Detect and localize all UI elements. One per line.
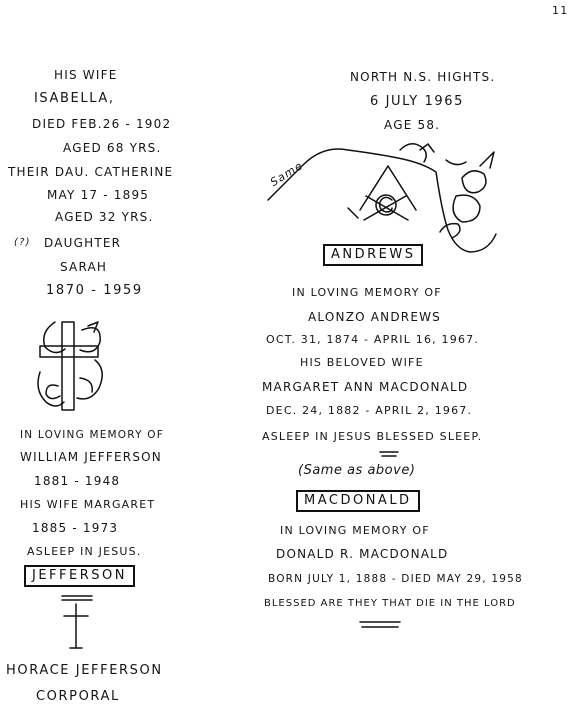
daughter-catherine-line: THEIR DAU. CATHERINE — [8, 165, 174, 179]
daughter-catherine-aged: AGED 32 YRS. — [55, 210, 154, 224]
epitaph: BLESSED ARE THEY THAT DIE IN THE LORD — [264, 598, 516, 609]
alonzo-andrews-dates: OCT. 31, 1874 - APRIL 16, 1967. — [266, 333, 480, 346]
wife-died: DIED FEB.26 - 1902 — [32, 117, 172, 131]
horace-jefferson-name: HORACE JEFFERSON — [6, 663, 163, 678]
margaret-jefferson-dates: 1885 - 1973 — [32, 521, 119, 535]
page-number: 11 — [552, 4, 568, 17]
horace-jefferson-rank: CORPORAL — [36, 689, 120, 704]
donald-macdonald-dates: BORN JULY 1, 1888 - DIED MAY 29, 1958 — [268, 573, 523, 585]
margaret-jefferson-line: HIS WIFE MARGARET — [20, 498, 156, 511]
memory-header-right: IN LOVING MEMORY OF — [292, 286, 442, 299]
macdonald-surname-box: MACDONALD — [296, 490, 420, 512]
wife-aged: AGED 68 YRS. — [63, 141, 162, 155]
william-jefferson-dates: 1881 - 1948 — [34, 474, 121, 488]
daughter-catherine-date: MAY 17 - 1895 — [47, 188, 150, 202]
wife-header: HIS WIFE — [54, 68, 118, 82]
location-line: NORTH N.S. HIGHTS. — [350, 70, 496, 84]
same-note: Same — [268, 158, 306, 190]
age-line: AGE 58. — [384, 118, 441, 132]
date-line: 6 JULY 1965 — [370, 94, 465, 109]
daughter-name: SARAH — [60, 260, 108, 274]
memory-header-left: IN LOVING MEMORY OF — [20, 429, 164, 441]
beloved-wife-line: HIS BELOVED WIFE — [300, 356, 424, 369]
jefferson-surname-box: JEFFERSON — [24, 565, 135, 587]
margin-note: (?) — [14, 237, 31, 248]
daughter-header: DAUGHTER — [44, 236, 122, 250]
alonzo-andrews-name: ALONZO ANDREWS — [308, 310, 441, 324]
memory-header-right-2: IN LOVING MEMORY OF — [280, 524, 430, 537]
donald-macdonald-name: DONALD R. MACDONALD — [276, 547, 449, 561]
william-jefferson-name: WILLIAM JEFFERSON — [20, 450, 162, 464]
margaret-macdonald-dates: DEC. 24, 1882 - APRIL 2, 1967. — [266, 404, 473, 417]
same-as-above-note: (Same as above) — [298, 463, 416, 478]
asleep-in-jesus-right: ASLEEP IN JESUS BLESSED SLEEP. — [262, 430, 483, 443]
daughter-dates: 1870 - 1959 — [46, 283, 143, 298]
margaret-macdonald-name: MARGARET ANN MACDONALD — [262, 380, 469, 394]
wife-name: ISABELLA, — [34, 91, 115, 106]
andrews-surname-box: ANDREWS — [323, 244, 423, 266]
asleep-in-jesus-left: ASLEEP IN JESUS. — [27, 545, 142, 558]
